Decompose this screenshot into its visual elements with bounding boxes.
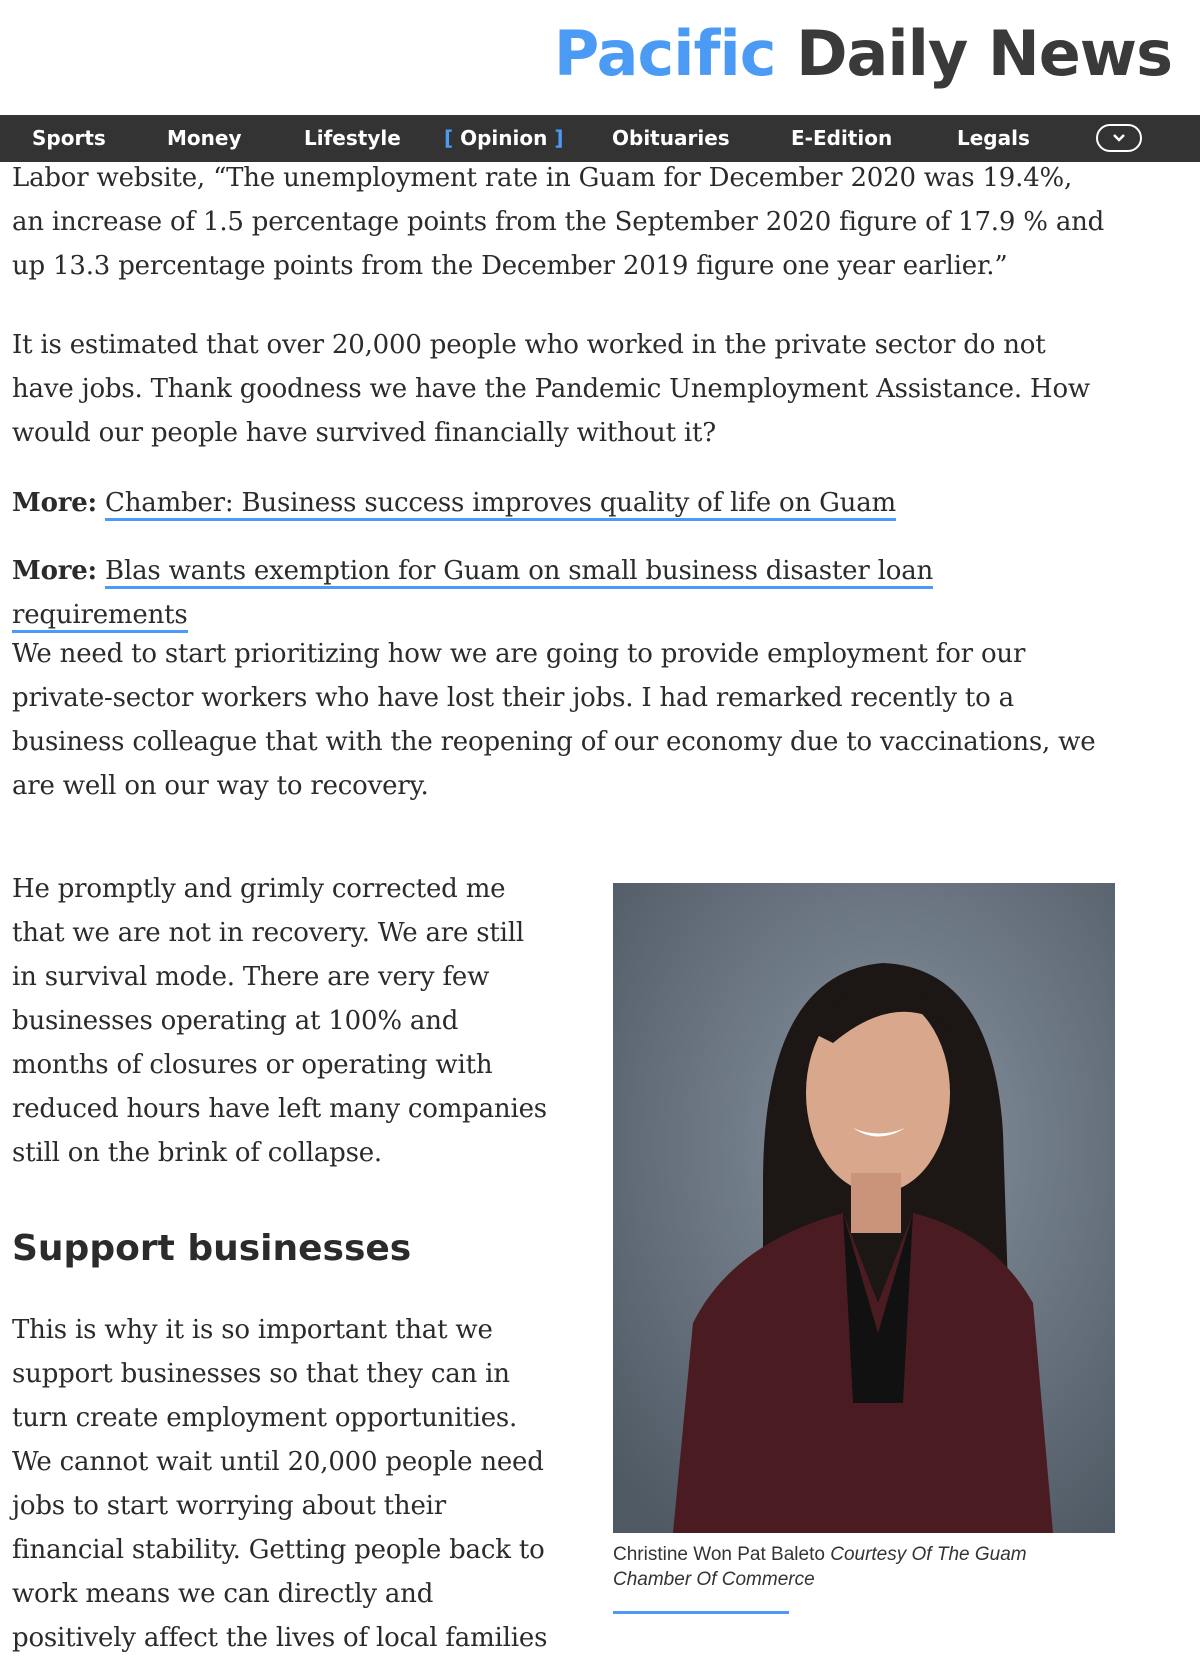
paragraph: It is estimated that over 20,000 people who worked in the private sector do not have jobs. Thank goodness we have the Pandemic Unemployment Assistance. How would our people have survived financially without it? [12, 330, 1090, 448]
section-heading: Support businesses [12, 1228, 412, 1269]
portrait-image [613, 883, 1115, 1533]
paragraph: He promptly and grimly corrected me that we are not in recovery. We are still in survival mode. There are very few businesses operating at 100% and months of closures or operating with reduced hours have left many companies still on the brink of collapse. [12, 874, 547, 1168]
chevron-down-icon [1112, 133, 1126, 143]
related-article-link[interactable]: Blas wants exemption for Guam on small business disaster loan [105, 556, 933, 589]
site-logo[interactable]: Pacific Daily News [553, 17, 1172, 90]
photo-caption: Christine Won Pat Baleto Courtesy Of The Guam Chamber Of Commerce [613, 1544, 1027, 1590]
article-photo[interactable] [613, 883, 1115, 1533]
related-link-1: More: Chamber: Business success improves quality of life on Guam [12, 481, 896, 525]
paragraph: Labor website, “The unemployment rate in Guam for December 2020 was 19.4%, an increase of 1.5 percentage points from the September 2020 figure of 17.9 % and up 13.3 percentage points from the December 2019 figure one year earlier.” [12, 163, 1105, 281]
nav-lifestyle[interactable]: Lifestyle [304, 126, 401, 150]
nav-opinion[interactable]: [ Opinion ] [444, 126, 564, 150]
paragraph: This is why it is so important that we support businesses so that they can in turn create employment opportunities. We cannot wait until 20,000 people need jobs to start worrying about their financial stability. Getting people back to work means we can directly and positively affect the lives of local families [12, 1315, 548, 1653]
main-nav [0, 115, 1200, 162]
nav-sports[interactable]: Sports [32, 126, 106, 150]
masthead [0, 0, 1200, 115]
more-menu-button[interactable] [1096, 124, 1142, 152]
nav-legals[interactable]: Legals [957, 126, 1030, 150]
related-article-link[interactable]: requirements [12, 600, 188, 633]
related-article-link[interactable]: Chamber: Business success improves quality of life on Guam [105, 488, 896, 521]
caption-divider [613, 1611, 789, 1614]
paragraph: We need to start prioritizing how we are going to provide employment for our private-sector workers who have lost their jobs. I had remarked recently to a business colleague that with the reopening of our economy due to vaccinations, we are well on our way to recovery. [12, 639, 1096, 801]
related-link-2: More: Blas wants exemption for Guam on small business disaster loan requirements [12, 549, 933, 637]
nav-e-edition[interactable]: E-Edition [791, 126, 893, 150]
nav-money[interactable]: Money [167, 126, 242, 150]
nav-obituaries[interactable]: Obituaries [612, 126, 730, 150]
